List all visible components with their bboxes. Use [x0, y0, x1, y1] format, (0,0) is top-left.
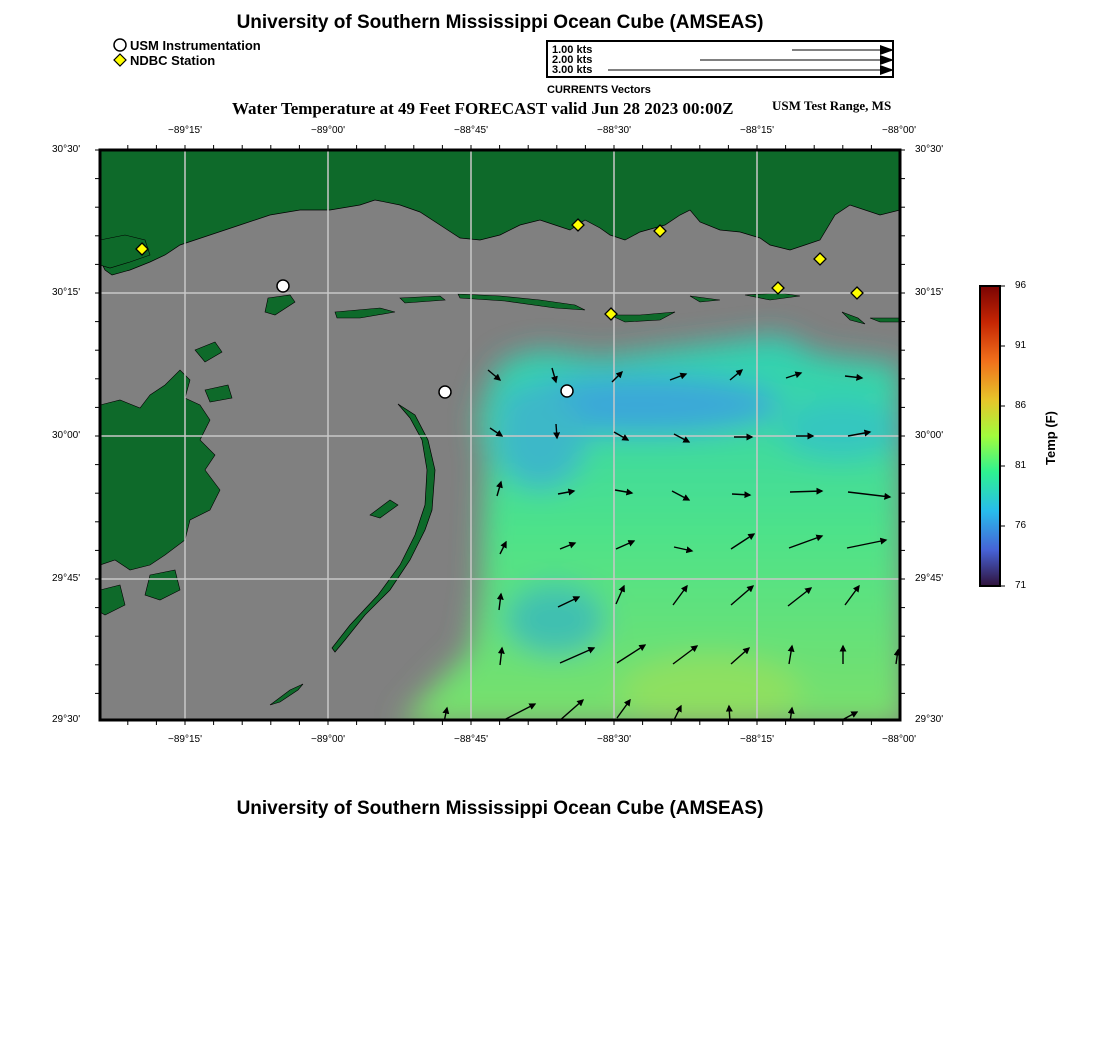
lat-tick-right: 29°45': [915, 573, 944, 584]
lon-tick-bottom: −89°15': [168, 734, 202, 745]
colorbar-tick: 91: [1015, 340, 1027, 351]
main-title: University of Southern Mississippi Ocean Cube (AMSEAS): [236, 12, 764, 33]
usm-station-icon: [277, 280, 289, 292]
lon-tick-top: −89°00': [311, 125, 345, 136]
lon-tick-top: −88°00': [882, 125, 916, 136]
lat-tick-right: 30°30': [915, 144, 944, 155]
lon-tick-bottom: −88°45': [454, 734, 488, 745]
lat-tick-right: 29°30': [915, 714, 944, 725]
lat-tick-right: 30°15': [915, 287, 944, 298]
colorbar-tick: 81: [1015, 460, 1027, 471]
lon-tick-top: −88°45': [454, 125, 488, 136]
lat-tick-left: 30°15': [52, 287, 81, 298]
vector-label-2: 2.00 kts: [552, 54, 593, 66]
current-vector: [790, 491, 822, 492]
colorbar-tick: 76: [1015, 520, 1027, 531]
current-vector: [732, 494, 750, 495]
map-frame: [100, 150, 905, 725]
colorbar-gradient: [980, 286, 1000, 586]
footer-title: University of Southern Mississippi Ocean Cube (AMSEAS): [236, 798, 764, 819]
colorbar-tick: 86: [1015, 400, 1027, 411]
usm-station-icon: [561, 385, 573, 397]
lon-tick-bottom: −88°00': [882, 734, 916, 745]
colorbar-tick: 71: [1015, 580, 1027, 591]
map-subtitle: Water Temperature at 49 Feet FORECAST valid Jun 28 2023 00:00Z: [232, 99, 734, 118]
legend-usm-label: USM Instrumentation: [130, 38, 261, 53]
colorbar: [975, 282, 1015, 592]
lat-tick-right: 30°00': [915, 430, 944, 441]
lat-tick-left: 30°30': [52, 144, 81, 155]
usm-station-icon: [439, 386, 451, 398]
vector-label-3: 3.00 kts: [552, 64, 593, 76]
region-label: USM Test Range, MS: [772, 98, 892, 113]
vectors-caption: CURRENTS Vectors: [547, 84, 651, 96]
legend-ndbc-label: NDBC Station: [130, 53, 216, 68]
vector-label-1: 1.00 kts: [552, 44, 593, 56]
lon-tick-bottom: −89°00': [311, 734, 345, 745]
lat-tick-left: 30°00': [52, 430, 81, 441]
lat-tick-left: 29°45': [52, 573, 81, 584]
lon-tick-bottom: −88°30': [597, 734, 631, 745]
lat-tick-left: 29°30': [52, 714, 81, 725]
lon-tick-top: −89°15': [168, 125, 202, 136]
colorbar-label: Temp (F): [1043, 411, 1058, 465]
lon-tick-bottom: −88°15': [740, 734, 774, 745]
lon-tick-top: −88°30': [597, 125, 631, 136]
colorbar-tick: 96: [1015, 280, 1027, 291]
current-vector: [556, 424, 557, 438]
lon-tick-top: −88°15': [740, 125, 774, 136]
